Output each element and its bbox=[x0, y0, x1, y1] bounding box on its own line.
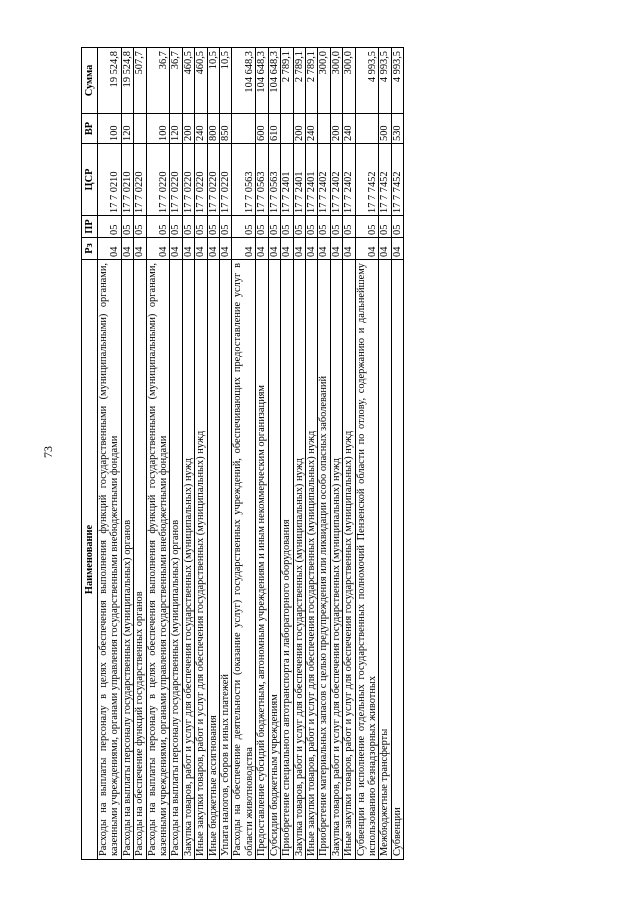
cell-rz: 04 bbox=[232, 238, 256, 260]
cell-sum: 300,0 bbox=[330, 48, 342, 114]
cell-sum: 4 993,5 bbox=[379, 48, 391, 114]
header-rz: Рз bbox=[82, 238, 98, 260]
header-vr: ВР bbox=[82, 114, 98, 144]
cell-vr: 240 bbox=[305, 114, 317, 144]
cell-vr: 610 bbox=[268, 114, 280, 144]
cell-csr: 17 7 0220 bbox=[207, 144, 219, 216]
cell-name: Расходы на выплаты персоналу государственных (муниципальных) органов bbox=[121, 260, 133, 860]
cell-vr: 100 bbox=[98, 114, 122, 144]
cell-sum: 300,0 bbox=[318, 48, 330, 114]
cell-csr: 17 7 0220 bbox=[182, 144, 194, 216]
table-row bbox=[281, 48, 293, 860]
cell-rz: 04 bbox=[343, 238, 355, 260]
cell-sum: 4 993,5 bbox=[355, 48, 379, 114]
table-row bbox=[207, 48, 219, 860]
cell-name: Закупка товаров, работ и услуг для обеспечения государственных (муниципальных) нужд bbox=[293, 260, 305, 860]
cell-csr: 17 7 2402 bbox=[343, 144, 355, 216]
table-row bbox=[330, 48, 342, 860]
cell-vr: 200 bbox=[330, 114, 342, 144]
cell-sum: 2 789,1 bbox=[305, 48, 317, 114]
cell-name: Расходы на обеспечение функций государственных органов bbox=[134, 260, 146, 860]
budget-table bbox=[81, 47, 404, 860]
cell-rz: 04 bbox=[146, 238, 170, 260]
header-name: Наименование bbox=[82, 260, 98, 860]
cell-vr bbox=[318, 114, 330, 144]
cell-pr: 05 bbox=[268, 216, 280, 238]
cell-name: Субвенции bbox=[391, 260, 403, 860]
cell-pr: 05 bbox=[220, 216, 232, 238]
cell-rz: 04 bbox=[318, 238, 330, 260]
table-row bbox=[134, 48, 146, 860]
cell-name: Закупка товаров, работ и услуг для обеспечения государственных (муниципальных) нужд bbox=[182, 260, 194, 860]
cell-sum: 104 648,3 bbox=[232, 48, 256, 114]
cell-pr: 05 bbox=[121, 216, 133, 238]
cell-name: Иные закупки товаров, работ и услуг для обеспечения государственных (муниципальных) нужд bbox=[343, 260, 355, 860]
cell-name: Иные закупки товаров, работ и услуг для обеспечения государственных (муниципальных) нужд bbox=[195, 260, 207, 860]
rotated-page-content bbox=[81, 48, 548, 860]
cell-sum: 460,5 bbox=[182, 48, 194, 114]
cell-name: Иные закупки товаров, работ и услуг для обеспечения государственных (муниципальных) нужд bbox=[305, 260, 317, 860]
cell-name: Приобретение специального автотранспорта и лабораторного оборудования bbox=[281, 260, 293, 860]
cell-sum: 19 524,8 bbox=[121, 48, 133, 114]
cell-vr: 120 bbox=[170, 114, 182, 144]
cell-rz: 04 bbox=[305, 238, 317, 260]
cell-rz: 04 bbox=[256, 238, 268, 260]
cell-rz: 04 bbox=[220, 238, 232, 260]
cell-csr: 17 7 2401 bbox=[293, 144, 305, 216]
cell-pr: 05 bbox=[343, 216, 355, 238]
cell-vr: 800 bbox=[207, 114, 219, 144]
cell-name: Расходы на выплаты персоналу в целях обеспечения выполнения функций государственными (муниципальными) органами, казенными учреждениями, органами управления государственными внебюджетными фондами bbox=[98, 260, 122, 860]
table-row bbox=[146, 48, 170, 860]
table-row bbox=[305, 48, 317, 860]
cell-vr bbox=[281, 114, 293, 144]
cell-vr: 240 bbox=[343, 114, 355, 144]
cell-name: Уплата налогов, сборов и иных платежей bbox=[220, 260, 232, 860]
cell-rz: 04 bbox=[195, 238, 207, 260]
cell-sum: 460,5 bbox=[195, 48, 207, 114]
table-row bbox=[343, 48, 355, 860]
table-header-row bbox=[82, 48, 98, 860]
cell-name: Расходы на выплаты персоналу в целях обеспечения выполнения функций государственными (муниципальными) органами, казенными учреждениями, органами управления государственными внебюджетными фондами bbox=[146, 260, 170, 860]
cell-pr: 05 bbox=[170, 216, 182, 238]
cell-vr: 120 bbox=[121, 114, 133, 144]
cell-pr: 05 bbox=[134, 216, 146, 238]
cell-csr: 17 7 0210 bbox=[121, 144, 133, 216]
cell-name: Субвенции на исполнение отдельных государственных полномочий Пензенской области по отлову, содержанию и дальнейшему использованию безнадзорных животных bbox=[355, 260, 379, 860]
cell-csr: 17 7 0220 bbox=[134, 144, 146, 216]
table-row bbox=[121, 48, 133, 860]
cell-sum: 2 789,1 bbox=[293, 48, 305, 114]
cell-vr: 530 bbox=[391, 114, 403, 144]
cell-rz: 04 bbox=[98, 238, 122, 260]
cell-name: Предоставление субсидий бюджетным, автономным учреждениям и иным некоммерческим организациям bbox=[256, 260, 268, 860]
cell-name: Межбюджетные трансферты bbox=[379, 260, 391, 860]
cell-name: Расходы на обеспечение деятельности (оказание услуг) государственных учреждений, обеспечивающих предоставление услуг в области животноводства bbox=[232, 260, 256, 860]
cell-pr: 05 bbox=[207, 216, 219, 238]
cell-pr: 05 bbox=[232, 216, 256, 238]
cell-rz: 04 bbox=[330, 238, 342, 260]
table-row bbox=[98, 48, 122, 860]
cell-vr: 200 bbox=[182, 114, 194, 144]
cell-vr: 100 bbox=[146, 114, 170, 144]
table-row bbox=[232, 48, 256, 860]
page-number: 73 bbox=[41, 446, 55, 458]
header-csr: ЦСР bbox=[82, 144, 98, 216]
cell-pr: 05 bbox=[195, 216, 207, 238]
cell-sum: 10,5 bbox=[220, 48, 232, 114]
header-pr: ПР bbox=[82, 216, 98, 238]
cell-csr: 17 7 0563 bbox=[232, 144, 256, 216]
table-row bbox=[256, 48, 268, 860]
cell-pr: 05 bbox=[305, 216, 317, 238]
cell-csr: 17 7 7452 bbox=[391, 144, 403, 216]
cell-sum: 104 648,3 bbox=[256, 48, 268, 114]
cell-rz: 04 bbox=[182, 238, 194, 260]
cell-rz: 04 bbox=[170, 238, 182, 260]
cell-csr: 17 7 0563 bbox=[256, 144, 268, 216]
cell-vr bbox=[355, 114, 379, 144]
table-row bbox=[391, 48, 403, 860]
cell-vr: 200 bbox=[293, 114, 305, 144]
cell-vr bbox=[232, 114, 256, 144]
cell-pr: 05 bbox=[256, 216, 268, 238]
cell-csr: 17 7 0220 bbox=[195, 144, 207, 216]
cell-name: Закупка товаров, работ и услуг для обеспечения государственных (муниципальных) нужд bbox=[330, 260, 342, 860]
cell-sum: 104 648,3 bbox=[268, 48, 280, 114]
cell-name: Иные бюджетные ассигнования bbox=[207, 260, 219, 860]
cell-csr: 17 7 0563 bbox=[268, 144, 280, 216]
cell-pr: 05 bbox=[379, 216, 391, 238]
table-row bbox=[268, 48, 280, 860]
table-row bbox=[195, 48, 207, 860]
table-row bbox=[170, 48, 182, 860]
table-body bbox=[98, 48, 404, 860]
cell-pr: 05 bbox=[330, 216, 342, 238]
cell-rz: 04 bbox=[121, 238, 133, 260]
cell-sum: 507,7 bbox=[134, 48, 146, 114]
cell-sum: 300,0 bbox=[343, 48, 355, 114]
cell-vr: 850 bbox=[220, 114, 232, 144]
header-sum: Сумма bbox=[82, 48, 98, 114]
cell-csr: 17 7 0220 bbox=[220, 144, 232, 216]
cell-pr: 05 bbox=[293, 216, 305, 238]
cell-sum: 36,7 bbox=[170, 48, 182, 114]
cell-name: Приобретение материальных запасов с целью предупреждения или ликвидации особо опасных заболеваний bbox=[318, 260, 330, 860]
cell-vr: 600 bbox=[256, 114, 268, 144]
cell-pr: 05 bbox=[146, 216, 170, 238]
cell-sum: 19 524,8 bbox=[98, 48, 122, 114]
cell-csr: 17 7 7452 bbox=[379, 144, 391, 216]
cell-rz: 04 bbox=[207, 238, 219, 260]
cell-pr: 05 bbox=[391, 216, 403, 238]
cell-vr bbox=[134, 114, 146, 144]
cell-pr: 05 bbox=[182, 216, 194, 238]
cell-pr: 05 bbox=[98, 216, 122, 238]
table-row bbox=[355, 48, 379, 860]
cell-csr: 17 7 2401 bbox=[281, 144, 293, 216]
cell-csr: 17 7 2401 bbox=[305, 144, 317, 216]
cell-csr: 17 7 2402 bbox=[330, 144, 342, 216]
cell-vr: 500 bbox=[379, 114, 391, 144]
cell-pr: 05 bbox=[281, 216, 293, 238]
cell-rz: 04 bbox=[355, 238, 379, 260]
cell-rz: 04 bbox=[293, 238, 305, 260]
cell-csr: 17 7 0220 bbox=[170, 144, 182, 216]
table-row bbox=[220, 48, 232, 860]
cell-name: Расходы на выплаты персоналу государственных (муниципальных) органов bbox=[170, 260, 182, 860]
cell-rz: 04 bbox=[391, 238, 403, 260]
cell-sum: 10,5 bbox=[207, 48, 219, 114]
table-row bbox=[318, 48, 330, 860]
cell-rz: 04 bbox=[281, 238, 293, 260]
cell-sum: 2 789,1 bbox=[281, 48, 293, 114]
cell-csr: 17 7 0210 bbox=[98, 144, 122, 216]
table-row bbox=[182, 48, 194, 860]
cell-vr: 240 bbox=[195, 114, 207, 144]
table-row bbox=[293, 48, 305, 860]
cell-name: Субсидии бюджетным учреждениям bbox=[268, 260, 280, 860]
cell-csr: 17 7 2402 bbox=[318, 144, 330, 216]
cell-sum: 36,7 bbox=[146, 48, 170, 114]
cell-rz: 04 bbox=[379, 238, 391, 260]
table-row bbox=[379, 48, 391, 860]
cell-pr: 05 bbox=[318, 216, 330, 238]
cell-pr: 05 bbox=[355, 216, 379, 238]
cell-rz: 04 bbox=[134, 238, 146, 260]
cell-csr: 17 7 7452 bbox=[355, 144, 379, 216]
cell-csr: 17 7 0220 bbox=[146, 144, 170, 216]
cell-sum: 4 993,5 bbox=[391, 48, 403, 114]
cell-rz: 04 bbox=[268, 238, 280, 260]
